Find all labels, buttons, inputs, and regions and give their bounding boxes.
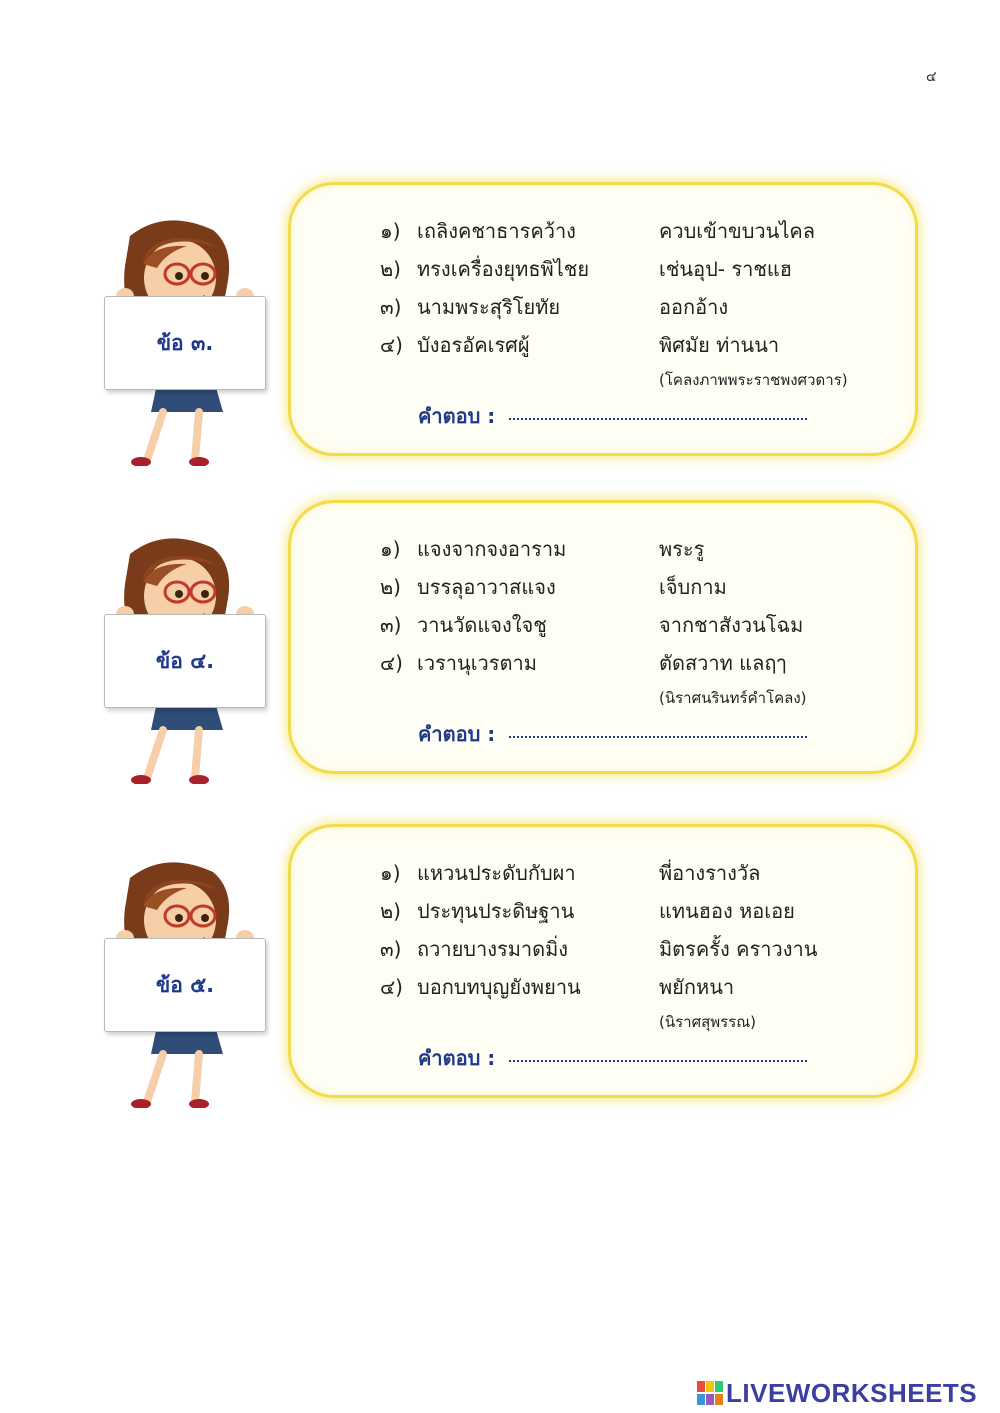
option-number: ๓) [380, 937, 402, 961]
question-5 [0, 824, 1000, 1114]
option-number: ๔) [380, 651, 403, 675]
option-first-half: บอกบทบุญยังพยาน [417, 975, 581, 999]
option-line [380, 856, 900, 890]
option-first-half: ถวายบางรมาดมิ่ง [417, 937, 569, 961]
option-first-half: เถลิงคชาธารคว้าง [417, 219, 576, 243]
option-first-half: เวรานุเวรตาม [417, 651, 537, 675]
answer-label: คำตอบ : [418, 404, 496, 428]
answer-blank[interactable] [509, 1060, 807, 1062]
option-first-half: ประทุนประดิษฐาน [417, 899, 575, 923]
option-number: ๑) [380, 219, 401, 243]
option-line [380, 290, 900, 324]
option-line [380, 646, 900, 680]
question-sign [104, 296, 266, 390]
question-label: ข้อ ๔. [155, 648, 215, 673]
option-second-half: ควบเข้าขบวนไคล [659, 219, 816, 243]
option-number: ๑) [380, 861, 401, 885]
liveworksheets-brand [697, 1379, 977, 1407]
option-second-half: พิศมัย ท่านนา [659, 333, 780, 357]
answer-blank[interactable] [509, 418, 807, 420]
option-line [380, 214, 900, 248]
option-second-half: ตัดสวาท แลฤๅ [659, 651, 787, 675]
option-first-half: บังอรอัคเรศผู้ [417, 333, 530, 357]
option-number: ๓) [380, 613, 402, 637]
liveworksheets-logo-icon [697, 1381, 723, 1405]
question-label: ข้อ ๕. [155, 972, 215, 997]
option-first-half: บรรลุอาวาสแจง [417, 575, 556, 599]
poem-source: (นิราศสุพรรณ) [659, 1013, 757, 1031]
option-line [380, 252, 900, 286]
option-second-half: เช่นอุป- ราชแฮ [659, 257, 793, 281]
answer-blank[interactable] [509, 736, 807, 738]
option-number: ๔) [380, 333, 403, 357]
question-3 [0, 182, 1000, 472]
question-4 [0, 500, 1000, 790]
option-second-half: จากชาสังวนโฉม [659, 613, 804, 637]
question-label: ข้อ ๓. [156, 330, 214, 355]
option-second-half: มิตรครั้ง คราวงาน [659, 937, 818, 961]
option-first-half: แจงจากจงอาราม [417, 537, 567, 561]
option-number: ๒) [380, 257, 401, 281]
option-number: ๒) [380, 575, 401, 599]
question-sign [104, 938, 266, 1032]
option-number: ๒) [380, 899, 401, 923]
option-line [380, 894, 900, 928]
option-line [380, 970, 900, 1004]
question-sign [104, 614, 266, 708]
option-line [380, 532, 900, 566]
option-second-half: เจ็บกาม [659, 575, 727, 599]
option-second-half: ออกอ้าง [659, 295, 729, 319]
page-number: ๔ [926, 69, 937, 85]
option-line [380, 328, 900, 362]
option-second-half: พระรู [659, 537, 705, 561]
option-number: ๓) [380, 295, 402, 319]
option-first-half: นามพระสุริโยทัย [417, 295, 561, 319]
poem-source: (โคลงภาพพระราชพงศวดาร) [659, 371, 848, 389]
option-line [380, 932, 900, 966]
brand-name: LIVEWORKSHEETS [726, 1377, 978, 1408]
option-first-half: แหวนประดับกับผา [417, 861, 576, 885]
poem-source: (นิราศนรินทร์คำโคลง) [659, 689, 807, 707]
option-line [380, 608, 900, 642]
option-line [380, 570, 900, 604]
option-second-half: พยักหนา [659, 975, 735, 999]
answer-label: คำตอบ : [418, 1046, 496, 1070]
option-number: ๑) [380, 537, 401, 561]
option-first-half: วานวัดแจงใจชู [417, 613, 547, 637]
option-second-half: แทนฮอง หอเอย [659, 899, 795, 923]
option-second-half: พี่อางรางวัล [659, 861, 761, 885]
answer-label: คำตอบ : [418, 722, 496, 746]
option-number: ๔) [380, 975, 403, 999]
option-first-half: ทรงเครื่องยุทธพิไชย [417, 257, 590, 281]
